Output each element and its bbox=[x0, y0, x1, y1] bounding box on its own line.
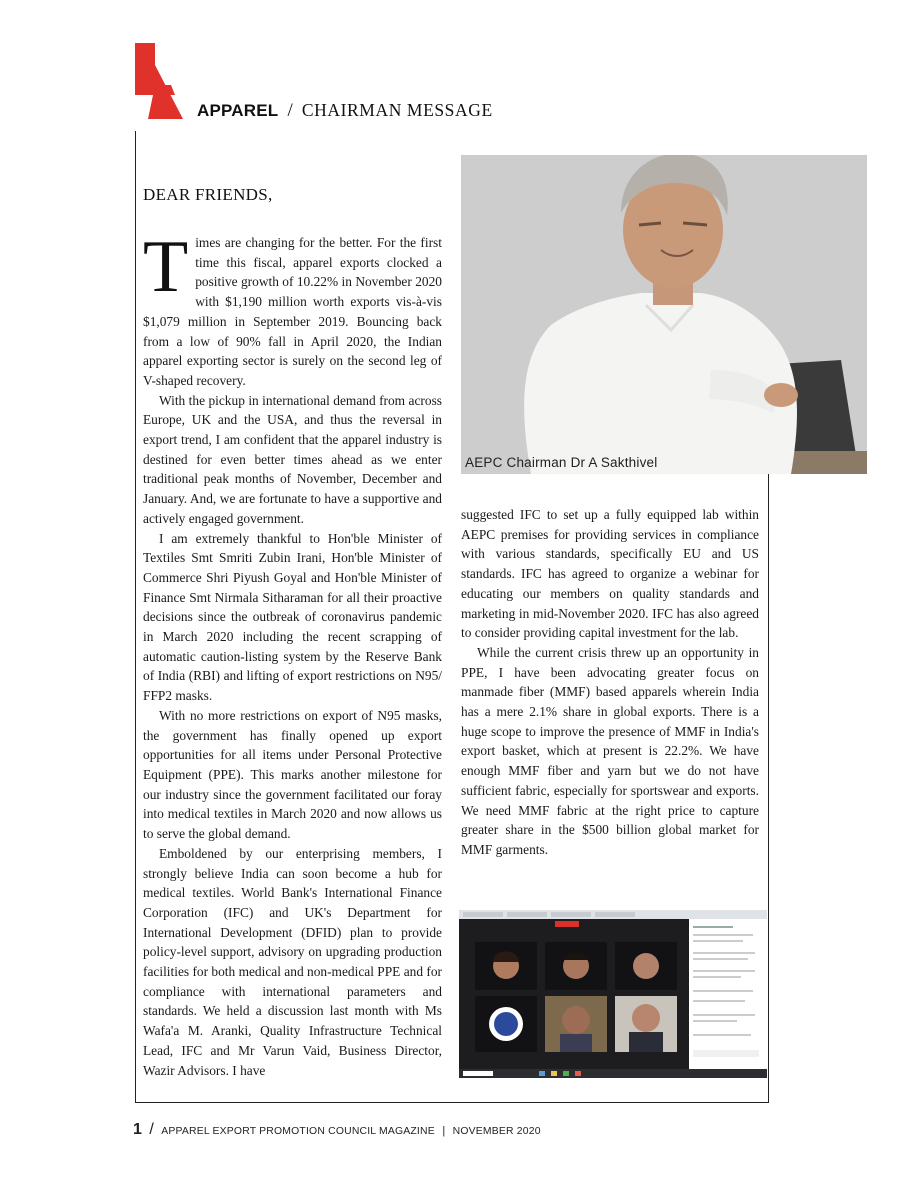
footer-issue: NOVEMBER 2020 bbox=[452, 1126, 541, 1137]
article-paragraph-1 bbox=[143, 226, 442, 391]
apparel-logo-icon bbox=[135, 43, 190, 119]
photo-caption: AEPC Chairman Dr A Sakthivel bbox=[465, 455, 658, 470]
article-paragraph-7: While the current crisis threw up an opportunity in PPE, I have been advocating greater focus on manmade fiber (MMF) based apparels wherein India has a mere 2.1% share in global exports. There is a huge scope to improve the presence of MMF in India's export basket, which at present is 22.2%. We have enough MMF fiber and yarn but we do not have sufficient fabric, especially for sportswear and exports. We need MMF fabric at the right price to capture greater share in the $500 billion global market for MMF garments. bbox=[461, 644, 759, 857]
video-call-grid-icon bbox=[459, 910, 767, 1078]
page-footer bbox=[133, 1121, 541, 1139]
footer-slash: / bbox=[149, 1121, 154, 1138]
section-title: CHAIRMAN MESSAGE bbox=[301, 100, 493, 120]
footer-publication: APPAREL EXPORT PROMOTION COUNCIL MAGAZINE bbox=[161, 1126, 435, 1137]
section-brand: APPAREL bbox=[197, 101, 279, 120]
article-paragraph-3: I am extremely thankful to Hon'ble Minister of Textiles Smt Smriti Zubin Irani, Hon'ble Minister of Commerce Shri Piyush Goyal and Hon'ble Minister of Finance Smt Nirmala Sitharaman for all their proactive decisions since the outbreak of coronavirus pandemic in March 2020 including the recent scrapping of automatic caution-listing system by the Reserve Bank of India (RBI) and lifting of export restrictions on N95/ FFP2 masks. bbox=[143, 530, 442, 704]
frame-left-rule bbox=[135, 131, 136, 1103]
chairman-photo bbox=[461, 155, 867, 474]
article-left-column bbox=[143, 226, 442, 1080]
article-paragraph-6: suggested IFC to set up a fully equipped lab within AEPC premises for providing services in compliance with various standards, specifically EU and US standards. IFC has agreed to organize a webinar for educating our members on quality standards and marketing in mid-November 2020. IFC has also agreed to consider providing capital investment for the lab. bbox=[461, 507, 759, 641]
frame-bottom-rule bbox=[135, 1102, 769, 1103]
first-paragraph-text: imes are changing for the better. For the first time this fiscal, apparel exports clocked a positive growth of 10.22% in November 2020 with $1,190 million worth exports vis-à-vis $1,079 million in September 2019. Bouncing back from a low of 90% fall in April 2020, the Indian apparel exporting sector is surely on the second leg of V-shaped recovery. bbox=[143, 235, 442, 388]
greeting: DEAR FRIENDS, bbox=[143, 185, 273, 204]
article-paragraph-4: With no more restrictions on export of N95 masks, the government has finally opened up export opportunities for all items under Personal Protective Equipment (PPE). This marks another milestone for our industry since the government facilitated our foray into medical textiles in March 2020 and now allows us to serve the global demand. bbox=[143, 707, 442, 842]
chairman-portrait-icon bbox=[461, 155, 867, 474]
section-header bbox=[197, 100, 493, 124]
drop-cap: T bbox=[143, 226, 189, 308]
article-right-column bbox=[461, 505, 759, 860]
page-number: 1 bbox=[133, 1121, 142, 1138]
article-paragraph-2: With the pickup in international demand from across Europe, UK and the USA, and thus the reversal in export trend, I am confident that the apparel industry is destined for even better times ahead as we enter traditional peak months of November, December and January. And, we are fortunate to have a supportive and actively engaged government. bbox=[143, 392, 442, 526]
footer-divider: | bbox=[442, 1125, 446, 1137]
article-paragraph-5: Emboldened by our enterprising members, I strongly believe India can soon become a hub for medical textiles. World Bank's International Finance Corporation (IFC) and UK's Department for International Development (DFID) plan to provide policy-level support, advisory on upgrading production facilities for both medical and non-medical PPE and for compliance with international parameters and standards. We held a discussion last month with Ms Wafa'a M. Aranki, Quality Infrastructure Technical Lead, IFC and Mr Varun Vaid, Business Director, Wazir Advisors. I have bbox=[143, 845, 442, 1078]
video-conference-screenshot bbox=[459, 910, 767, 1078]
section-separator: / bbox=[287, 100, 293, 121]
frame-right-rule bbox=[768, 474, 769, 1103]
